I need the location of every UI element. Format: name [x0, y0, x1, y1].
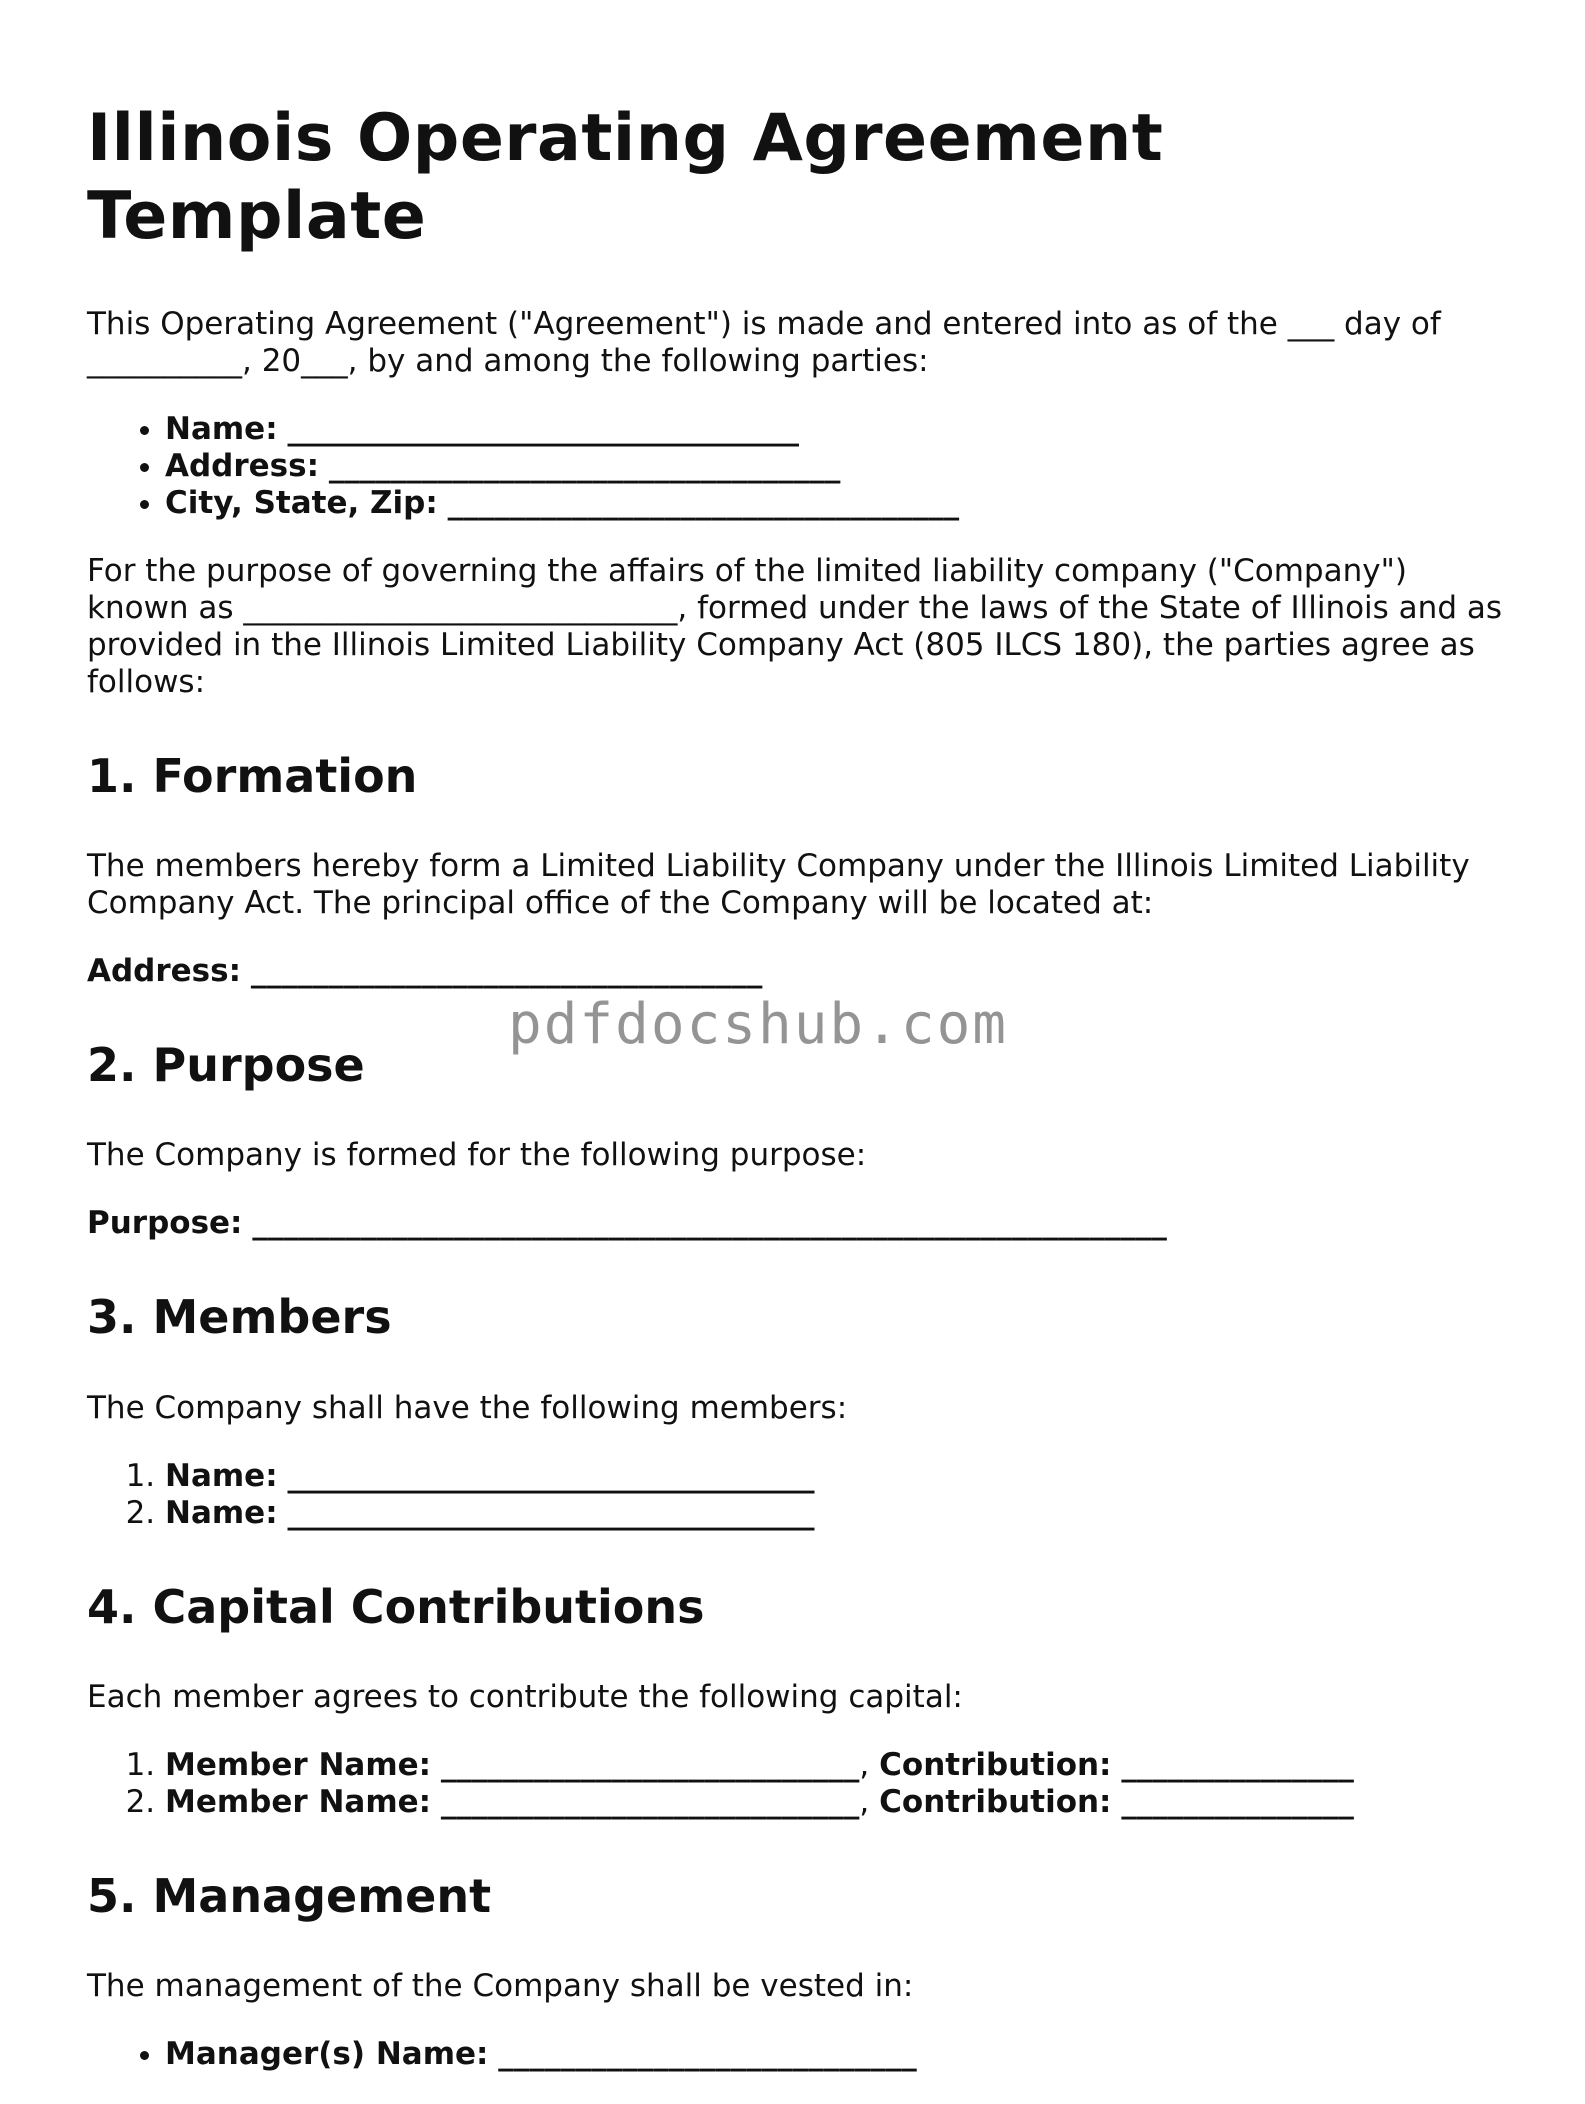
- management-list: [87, 2036, 1507, 2073]
- list-item: [165, 1458, 1507, 1495]
- field-label: City, State, Zip:: [165, 485, 438, 521]
- field-label: Member Name:: [165, 1746, 432, 1783]
- page-title: Illinois Operating Agreement Template: [87, 101, 1164, 254]
- separator: ,: [859, 1746, 870, 1783]
- field-label: Address:: [165, 448, 319, 484]
- field-label: Manager(s) Name:: [165, 2035, 489, 2072]
- field-blank[interactable]: _________________________________: [250, 953, 763, 990]
- section-heading-purpose: 2. Purpose: [87, 1038, 365, 1093]
- list-item: [165, 411, 1507, 448]
- field-label: Contribution:: [879, 1783, 1112, 1820]
- formation-text: The members hereby form a Limited Liability Company under the Illinois Limited Liability Company Act. The principal office of the Company will be located at:: [87, 848, 1470, 922]
- list-item: [165, 2036, 1507, 2073]
- list-item: [165, 1495, 1507, 1532]
- members-list: [87, 1458, 1507, 1532]
- list-item: [165, 448, 1507, 485]
- list-item: [165, 1747, 1507, 1784]
- field-label: Name:: [165, 1494, 278, 1531]
- field-blank[interactable]: _______________: [1121, 1783, 1354, 1820]
- section-heading-formation: 1. Formation: [87, 749, 418, 803]
- document-page: [87, 100, 1507, 2104]
- governing-paragraph: For the purpose of governing the affairs of the limited liability company ("Company") known as ____________________________, formed under the laws of the State of Illinois and as provided in the Illinois Limited Liability Company Act (805 ILCS 180), the parties agree as follows:: [87, 553, 1502, 700]
- capital-list: [87, 1747, 1507, 1821]
- field-blank[interactable]: __________________________________: [287, 1494, 815, 1531]
- section-heading-management: 5. Management: [87, 1868, 492, 1923]
- field-label: Address:: [87, 953, 241, 990]
- field-blank[interactable]: ___________________________: [440, 1746, 860, 1783]
- purpose-field: [87, 1205, 1507, 1242]
- field-label: Name:: [165, 1457, 278, 1494]
- field-blank[interactable]: _________________________________: [328, 448, 841, 484]
- parties-list: [87, 411, 1507, 522]
- watermark: pdfdocshub.com: [508, 992, 1009, 1057]
- section-heading-capital: 4. Capital Contributions: [87, 1579, 705, 1634]
- field-label: Member Name:: [165, 1783, 432, 1820]
- field-blank[interactable]: ___________________________: [440, 1783, 860, 1820]
- field-blank[interactable]: _______________: [1121, 1746, 1354, 1783]
- management-text: The management of the Company shall be vested in:: [87, 1967, 914, 2004]
- capital-text: Each member agrees to contribute the following capital:: [87, 1678, 963, 1715]
- field-blank[interactable]: __________________________________: [287, 1457, 815, 1494]
- members-text: The Company shall have the following members:: [87, 1389, 848, 1426]
- field-label: Contribution:: [879, 1746, 1112, 1783]
- formation-address-field: [87, 953, 1507, 990]
- field-blank[interactable]: ___________________________________________________________: [252, 1205, 1167, 1242]
- field-blank[interactable]: _________________________________: [447, 485, 960, 521]
- purpose-text: The Company is formed for the following purpose:: [87, 1137, 867, 1174]
- list-item: [165, 485, 1507, 522]
- list-item: [165, 1784, 1507, 1821]
- separator: ,: [859, 1783, 870, 1820]
- section-heading-members: 3. Members: [87, 1290, 392, 1345]
- field-blank[interactable]: _________________________________: [287, 411, 799, 447]
- field-label: Name:: [165, 411, 278, 447]
- intro-paragraph: This Operating Agreement ("Agreement") is made and entered into as of the ___ day of __________, 20___, by and among the following parties:: [87, 306, 1441, 379]
- field-label: Purpose:: [87, 1205, 243, 1242]
- field-blank[interactable]: ___________________________: [498, 2035, 917, 2072]
